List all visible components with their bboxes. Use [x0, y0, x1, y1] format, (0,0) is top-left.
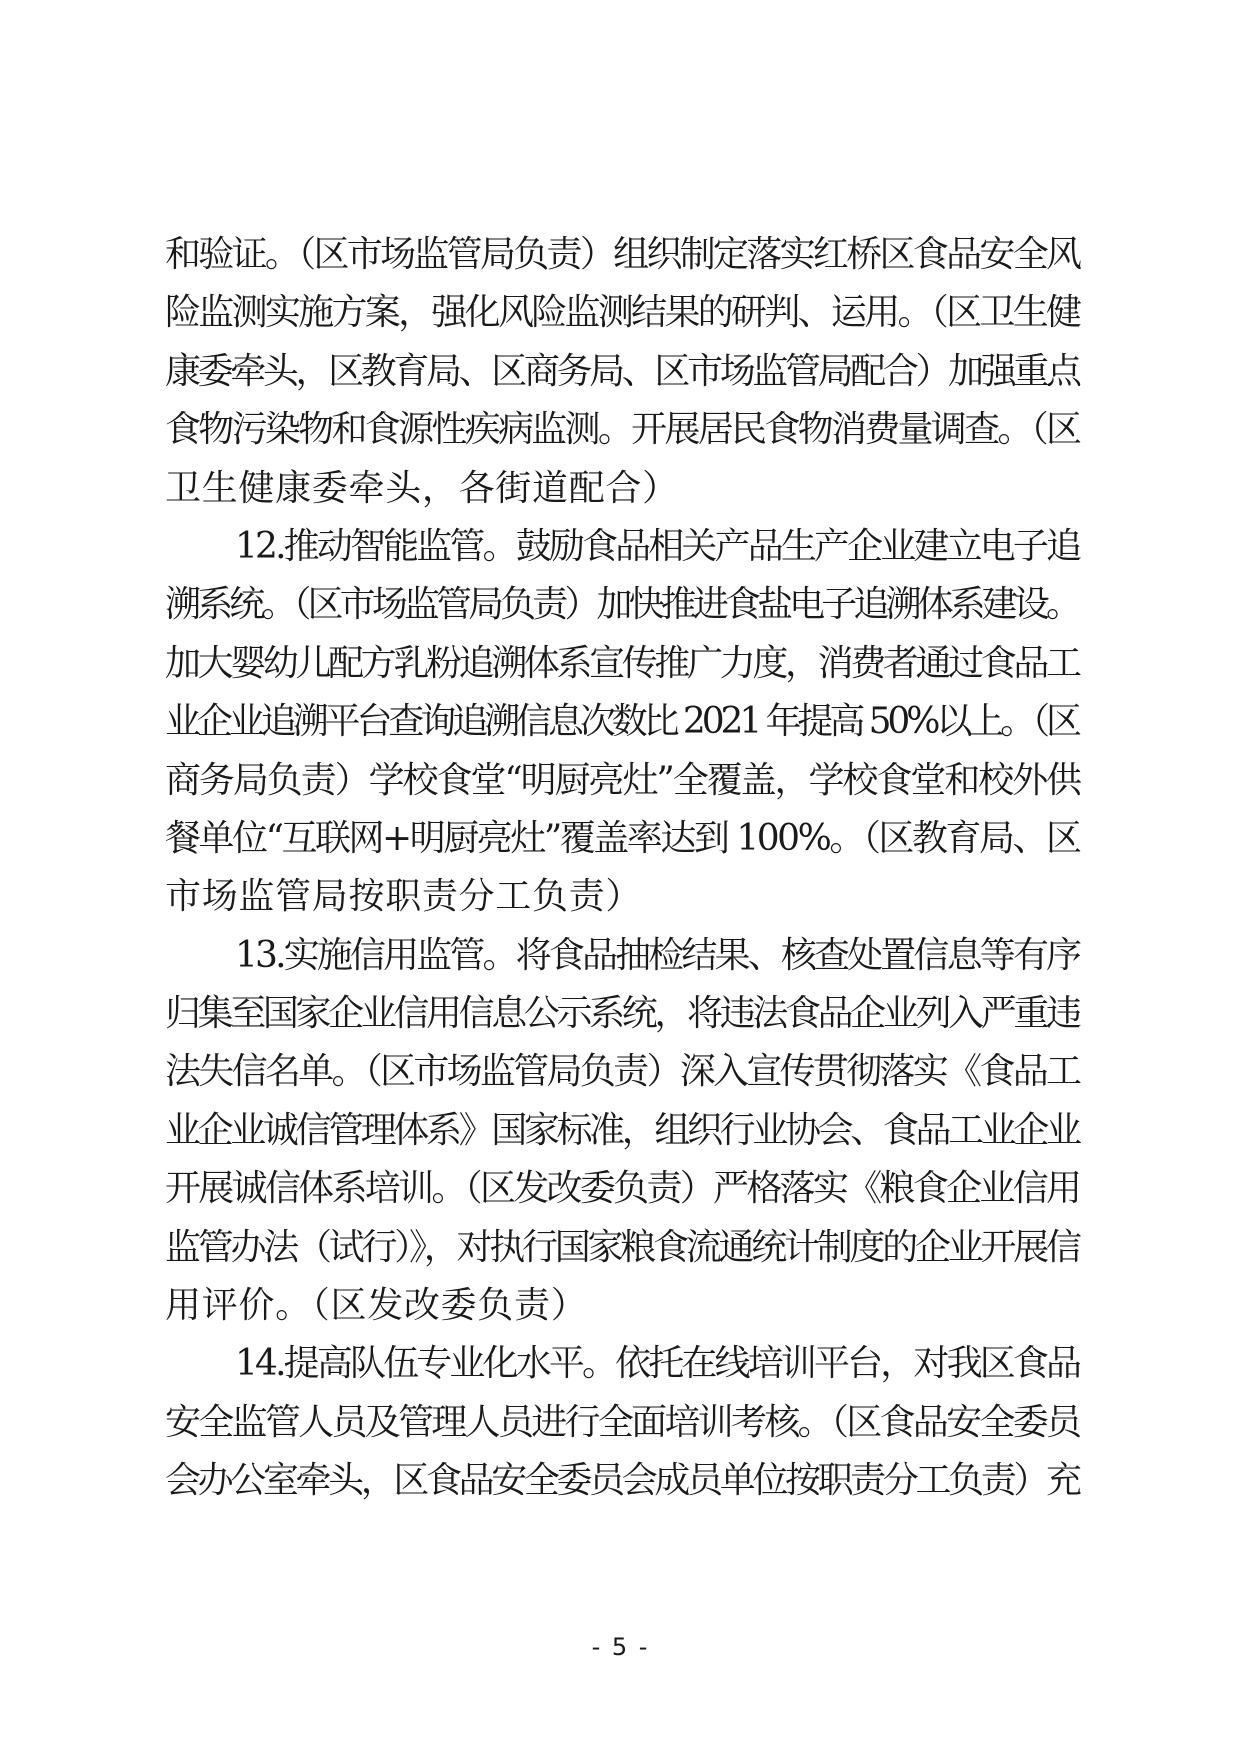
text-line: 14.提高队伍专业化水平。依托在线培训平台，对我区食品 [235, 1343, 1080, 1385]
text-line: 溯系统。（区市场监管局负责）加快推进食盐电子追溯体系建设。 [165, 584, 1079, 626]
text-line: 开展诚信体系培训。（区发改委负责）严格落实《粮食企业信用 [165, 1168, 1080, 1210]
text-line: 会办公室牵头，区食品安全委员会成员单位按职责分工负责）充 [165, 1460, 1079, 1502]
paragraph-item-13 [165, 927, 1082, 1336]
text-line: 归集至国家企业信用信息公示系统，将违法食品企业列入严重违 [165, 993, 1079, 1035]
paragraph-item-12 [165, 518, 1082, 927]
text-line: 餐单位“互联网+明厨亮灶”覆盖率达到 100%。（区教育局、区 [165, 817, 1080, 859]
paragraph-item-14 [165, 1335, 1082, 1510]
text-line: 卫生健康委牵头，各街道配合） [165, 467, 679, 509]
text-line: 加大婴幼儿配方乳粉追溯体系宣传推广力度，消费者通过食品工 [165, 642, 1079, 684]
page-number: - 5 - [591, 1633, 650, 1661]
text-line: 商务局负责）学校食堂“明厨亮灶”全覆盖，学校食堂和校外供 [165, 759, 1080, 801]
text-line: 和验证。（区市场监管局负责）组织制定落实红桥区食品安全风 [165, 234, 1080, 275]
text-line: 用评价。（区发改委负责） [165, 1285, 588, 1327]
text-line: 安全监管人员及管理人员进行全面培训考核。（区食品安全委员 [165, 1401, 1080, 1443]
text-line: 市场监管局按职责分工负责） [165, 876, 643, 918]
paragraph-continuation [165, 226, 1082, 518]
body-text [165, 226, 1082, 1511]
text-line: 监管办法（试行）》，对执行国家粮食流通统计制度的企业开展信 [165, 1226, 1079, 1268]
text-line: 康委牵头，区教育局、区商务局、区市场监管局配合）加强重点 [165, 350, 1079, 392]
text-line: 法失信名单。（区市场监管局负责）深入宣传贯彻落实《食品工 [165, 1051, 1080, 1093]
text-line: 13.实施信用监管。将食品抽检结果、核查处置信息等有序 [235, 934, 1080, 976]
text-line: 食物污染物和食源性疾病监测。开展居民食物消费量调查。（区 [165, 409, 1080, 451]
text-line: 业企业诚信管理体系》国家标准，组织行业协会、食品工业企业 [165, 1109, 1079, 1151]
text-line: 业企业追溯平台查询追溯信息次数比 2021 年提高 50%以上。（区 [165, 701, 1078, 743]
text-line: 12.推动智能监管。鼓励食品相关产品生产企业建立电子追 [235, 525, 1080, 567]
text-line: 险监测实施方案，强化风险监测结果的研判、运用。（区卫生健 [165, 292, 1080, 334]
